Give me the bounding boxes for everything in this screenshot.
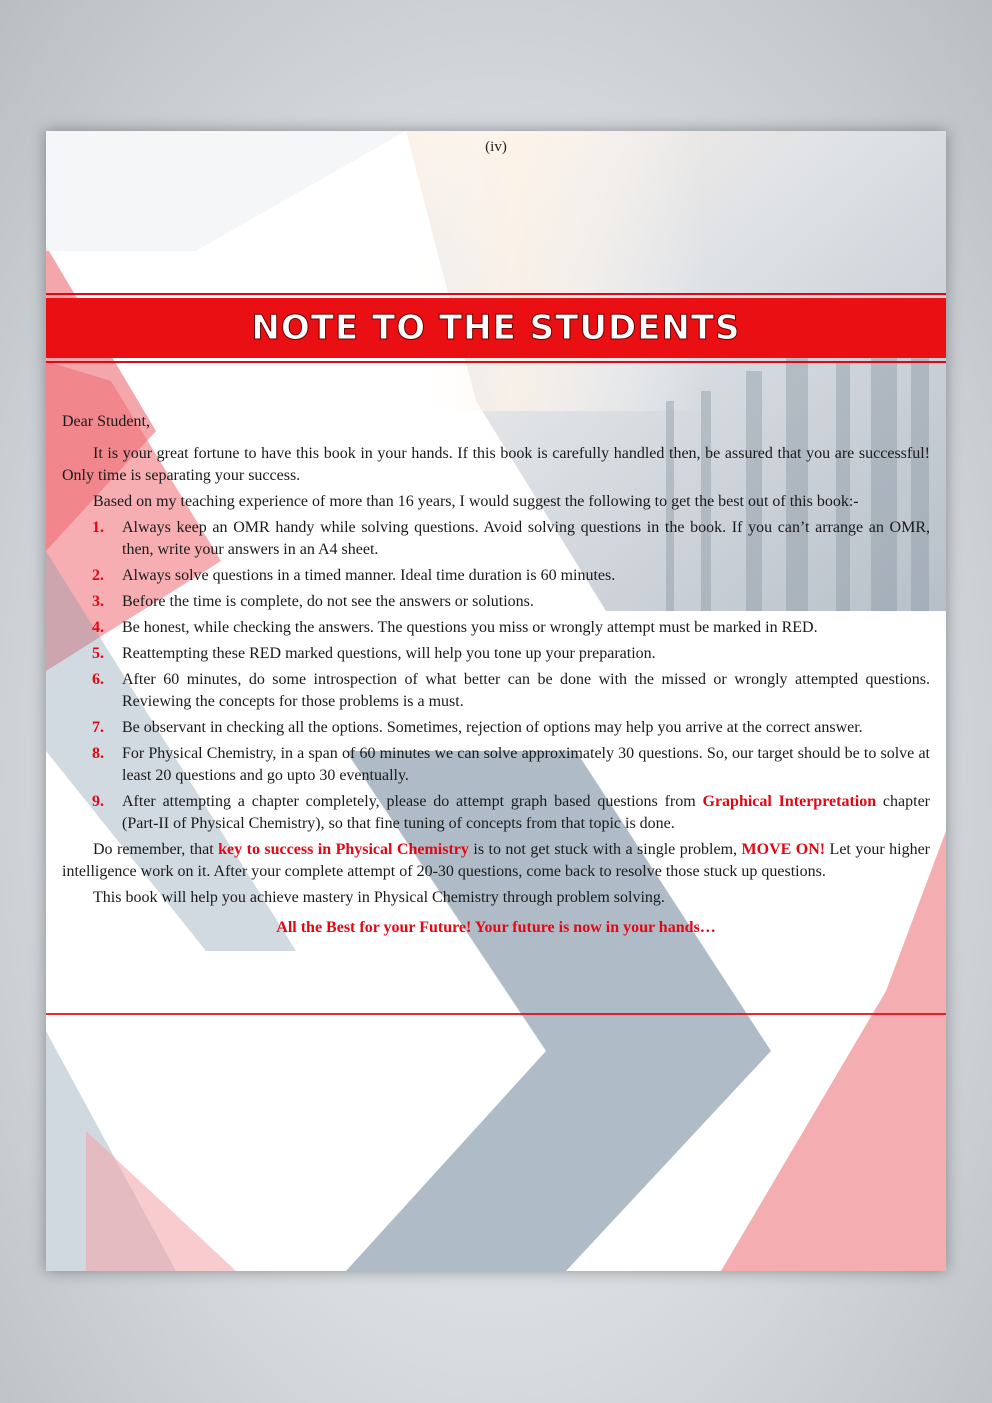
- list-item: [62, 743, 930, 787]
- list-number: 1.: [92, 519, 104, 536]
- chapter-highlight: Graphical Interpretation: [702, 793, 877, 810]
- list-item: [62, 617, 930, 639]
- suggestion-list: [62, 517, 930, 835]
- list-text: Always keep an OMR handy while solving questions. Avoid solving questions in the book. If you can’t arrange an OMR, then, write your answers in an A4 sheet.: [122, 519, 930, 558]
- list-item: [62, 669, 930, 713]
- forest-glow: [406, 131, 706, 411]
- remember-paragraph: [62, 839, 930, 883]
- list-text: Reattempting these RED marked questions, will help you tone up your preparation.: [122, 645, 656, 662]
- closing-line: All the Best for your Future! Your future is now in your hands…: [276, 919, 716, 936]
- lower-left-red: [86, 1131, 236, 1271]
- banner-bottom-line: [46, 361, 946, 363]
- remember-text: Do remember, that: [93, 841, 219, 858]
- list-text: After attempting a chapter completely, please do attempt graph based questions from: [122, 793, 703, 810]
- list-number: 7.: [92, 719, 104, 736]
- list-text: Be honest, while checking the answers. The questions you miss or wrongly attempt must be marked in RED.: [122, 619, 818, 636]
- list-number: 4.: [92, 619, 104, 636]
- list-number: 5.: [92, 645, 104, 662]
- list-number: 2.: [92, 567, 104, 584]
- list-text-continued: chapter (Part-II of Physical Chemistry), so that fine tuning of concepts from that topic is done.: [122, 793, 931, 832]
- list-item: [62, 717, 930, 739]
- list-number: 6.: [92, 671, 104, 688]
- list-number: 9.: [92, 793, 104, 810]
- list-text: After 60 minutes, do some introspection of what better can be done with the missed or wrongly attempted questions. Reviewing the concepts for those problems is a must.: [122, 671, 930, 710]
- banner-top-line: [46, 293, 946, 295]
- title-banner: [46, 293, 946, 363]
- intro-paragraph: It is your great fortune to have this book in your hands. If this book is carefully handled then, be assured that you are successful! Only time is separating your success.: [62, 445, 930, 484]
- list-item: [62, 643, 930, 665]
- list-text: Always solve questions in a timed manner. Ideal time duration is 60 minutes.: [122, 567, 616, 584]
- salutation: Dear Student,: [62, 413, 150, 430]
- bottom-rule: [46, 1013, 946, 1015]
- list-number: 8.: [92, 745, 104, 762]
- move-on-highlight: MOVE ON!: [741, 841, 826, 858]
- list-text: For Physical Chemistry, in a span of 60 minutes we can solve approximately 30 questions. So, our target should be to solve at least 20 questions and go upto 30 eventually.: [122, 745, 930, 784]
- intro-paragraph: Based on my teaching experience of more than 16 years, I would suggest the following to get the best out of this book:-: [93, 493, 859, 510]
- page-number: (iv): [485, 139, 507, 155]
- remember-text: Let your higher intelligence work on it. After your complete attempt of 20-30 questions, come back to resolve those stuck up questions.: [62, 841, 931, 880]
- list-text: Before the time is complete, do not see the answers or solutions.: [122, 593, 534, 610]
- remember-text: is to not get stuck with a single problem,: [468, 841, 742, 858]
- list-item: [62, 565, 930, 587]
- mastery-paragraph: This book will help you achieve mastery in Physical Chemistry through problem solving.: [93, 889, 665, 906]
- list-item: [62, 591, 930, 613]
- key-highlight: key to success in Physical Chemistry: [218, 841, 469, 858]
- page-title: NOTE TO THE STUDENTS: [251, 308, 741, 348]
- letter-body: [62, 411, 930, 943]
- list-text: Be observant in checking all the options. Sometimes, rejection of options may help you arrive at the correct answer.: [122, 719, 863, 736]
- list-number: 3.: [92, 593, 104, 610]
- book-page: [46, 131, 946, 1271]
- list-item: [62, 517, 930, 561]
- list-item: [62, 791, 930, 835]
